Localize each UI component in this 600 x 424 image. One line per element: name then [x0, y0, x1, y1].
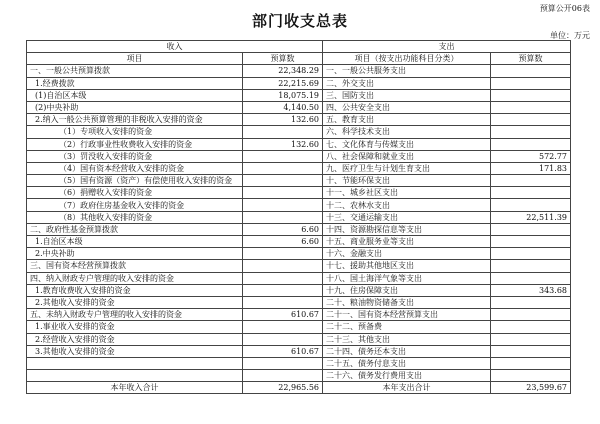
income-header: 收入	[27, 41, 323, 53]
expense-item-cell: 十七、援助其他地区支出	[323, 260, 491, 272]
income-value-cell	[243, 187, 323, 199]
table-row	[27, 199, 571, 211]
column-header-row	[27, 53, 571, 65]
section-header-row	[27, 41, 571, 53]
table-row	[27, 101, 571, 113]
income-value-cell: 132.60	[243, 138, 323, 150]
expense-item-cell: 一、一般公共服务支出	[323, 65, 491, 77]
expense-value-cell	[491, 370, 571, 382]
income-value-cell: 22,348.29	[243, 65, 323, 77]
income-value-cell	[243, 248, 323, 260]
income-value-cell	[243, 175, 323, 187]
expense-value-cell	[491, 126, 571, 138]
expense-value-cell	[491, 260, 571, 272]
income-item-cell: 1.经费拨款	[27, 77, 243, 89]
income-expense-table	[26, 40, 571, 394]
income-value-cell: 18,075.19	[243, 89, 323, 101]
table-row	[27, 236, 571, 248]
expense-item-cell: 二、外交支出	[323, 77, 491, 89]
income-value-cell	[243, 199, 323, 211]
expense-value-cell: 343.68	[491, 284, 571, 296]
expense-value-cell	[491, 101, 571, 113]
income-item-cell: 1.教育收费收入安排的资金	[27, 284, 243, 296]
income-item-cell: （8）其他收入安排的资金	[27, 211, 243, 223]
expense-item-cell: 二十六、债务发行费用支出	[323, 370, 491, 382]
expense-value-cell: 22,511.39	[491, 211, 571, 223]
income-value-cell: 6.60	[243, 223, 323, 235]
table-row	[27, 138, 571, 150]
income-value-cell	[243, 370, 323, 382]
expense-item-cell: 二十二、预备费	[323, 321, 491, 333]
expense-item-cell: 十一、城乡社区支出	[323, 187, 491, 199]
expense-value-cell	[491, 65, 571, 77]
income-item-cell: 3.其他收入安排的资金	[27, 345, 243, 357]
expense-item-cell: 三、国防支出	[323, 89, 491, 101]
form-number: 预算公开06表	[539, 4, 590, 13]
income-item-cell: 2.经营收入安排的资金	[27, 333, 243, 345]
table-row	[27, 114, 571, 126]
expense-value-cell	[491, 175, 571, 187]
income-value-cell	[243, 296, 323, 308]
income-item-cell: 三、国有资本经营预算拨款	[27, 260, 243, 272]
expense-item-cell: 十四、资源勘探信息等支出	[323, 223, 491, 235]
table-row	[27, 126, 571, 138]
expense-value-cell	[491, 187, 571, 199]
income-item-cell: （5）国有资源（资产）有偿使用收入安排的资金	[27, 175, 243, 187]
income-item-cell: 2.其他收入安排的资金	[27, 296, 243, 308]
expense-value-cell	[491, 321, 571, 333]
income-value-cell	[243, 272, 323, 284]
table-row	[27, 187, 571, 199]
income-value-cell	[243, 162, 323, 174]
income-value-cell	[243, 284, 323, 296]
income-item-cell: 五、未纳入财政专户管理的收入安排的资金	[27, 309, 243, 321]
income-value-cell: 610.67	[243, 309, 323, 321]
table-row	[27, 223, 571, 235]
table-row	[27, 65, 571, 77]
income-item-cell: 二、政府性基金预算拨款	[27, 223, 243, 235]
income-item-cell: 1.自治区本级	[27, 236, 243, 248]
table-row	[27, 77, 571, 89]
expense-budget-header: 预算数	[491, 53, 571, 65]
income-item-cell: （7）政府住房基金收入安排的资金	[27, 199, 243, 211]
income-item-cell	[27, 370, 243, 382]
expense-value-cell	[491, 248, 571, 260]
expense-item-cell: 十五、商业服务业等支出	[323, 236, 491, 248]
table-row	[27, 357, 571, 369]
expense-value-cell	[491, 89, 571, 101]
expense-value-cell	[491, 357, 571, 369]
income-value-cell: 4,140.50	[243, 101, 323, 113]
page-title: 部门收支总表	[251, 12, 348, 30]
totals-row	[27, 382, 571, 394]
expense-value-cell	[491, 333, 571, 345]
income-value-cell	[243, 126, 323, 138]
table-row	[27, 296, 571, 308]
expense-value-cell: 572.77	[491, 150, 571, 162]
table-row	[27, 272, 571, 284]
income-value-cell	[243, 333, 323, 345]
expense-item-cell: 五、教育支出	[323, 114, 491, 126]
expense-item-cell: 二十、粮油物资储备支出	[323, 296, 491, 308]
table-row	[27, 260, 571, 272]
expense-item-cell: 七、文化体育与传媒支出	[323, 138, 491, 150]
expense-value-cell	[491, 309, 571, 321]
expense-value-cell	[491, 138, 571, 150]
expense-item-cell: 八、社会保障和就业支出	[323, 150, 491, 162]
expense-item-cell: 十八、国土海洋气象等支出	[323, 272, 491, 284]
table-row	[27, 175, 571, 187]
expense-item-cell: 二十五、债务付息支出	[323, 357, 491, 369]
income-item-cell: （1）专项收入安排的资金	[27, 126, 243, 138]
expense-value-cell: 171.83	[491, 162, 571, 174]
income-item-cell: （6）捐赠收入安排的资金	[27, 187, 243, 199]
expense-total-label: 本年支出合计	[323, 382, 491, 394]
income-total-label: 本年收入合计	[27, 382, 243, 394]
income-item-cell: （4）国有资本经营收入安排的资金	[27, 162, 243, 174]
expense-item-cell: 十三、交通运输支出	[323, 211, 491, 223]
expense-item-cell: 十九、住房保障支出	[323, 284, 491, 296]
expense-value-cell	[491, 223, 571, 235]
expense-item-cell: 十六、金融支出	[323, 248, 491, 260]
table-row	[27, 284, 571, 296]
expense-item-cell: 二十一、国有资本经营预算支出	[323, 309, 491, 321]
income-value-cell	[243, 357, 323, 369]
expense-value-cell	[491, 345, 571, 357]
expense-value-cell	[491, 114, 571, 126]
expense-value-cell	[491, 77, 571, 89]
income-item-cell: (1)自治区本级	[27, 89, 243, 101]
income-total-value: 22,965.56	[243, 382, 323, 394]
income-value-cell	[243, 150, 323, 162]
income-value-cell: 610.67	[243, 345, 323, 357]
income-item-cell	[27, 357, 243, 369]
expense-item-cell: 二十三、其他支出	[323, 333, 491, 345]
income-item-cell: (2)中央补助	[27, 101, 243, 113]
income-item-header: 项目	[27, 53, 243, 65]
table-row	[27, 309, 571, 321]
table-row	[27, 248, 571, 260]
unit-label: 单位：万元	[550, 31, 590, 40]
income-budget-header: 预算数	[243, 53, 323, 65]
income-item-cell: 2.纳入一般公共预算管理的非税收入安排的资金	[27, 114, 243, 126]
income-value-cell: 132.60	[243, 114, 323, 126]
table-row	[27, 370, 571, 382]
expense-item-header: 项目（按支出功能科目分类）	[323, 53, 491, 65]
income-value-cell	[243, 321, 323, 333]
income-item-cell: （2）行政事业性收费收入安排的资金	[27, 138, 243, 150]
income-item-cell: （3）罚没收入安排的资金	[27, 150, 243, 162]
table-row	[27, 321, 571, 333]
income-value-cell	[243, 260, 323, 272]
expense-item-cell: 九、医疗卫生与计划生育支出	[323, 162, 491, 174]
expense-item-cell: 四、公共安全支出	[323, 101, 491, 113]
expense-value-cell	[491, 272, 571, 284]
income-value-cell	[243, 211, 323, 223]
expense-item-cell: 十二、农林水支出	[323, 199, 491, 211]
expense-total-value: 23,599.67	[491, 382, 571, 394]
income-item-cell: 四、纳入财政专户管理的收入安排的资金	[27, 272, 243, 284]
table-row	[27, 89, 571, 101]
table-row	[27, 211, 571, 223]
income-value-cell: 6.60	[243, 236, 323, 248]
expense-item-cell: 十、节能环保支出	[323, 175, 491, 187]
expense-item-cell: 六、科学技术支出	[323, 126, 491, 138]
income-item-cell: 一、一般公共预算拨款	[27, 65, 243, 77]
expense-value-cell	[491, 236, 571, 248]
income-item-cell: 2.中央补助	[27, 248, 243, 260]
table-row	[27, 345, 571, 357]
income-value-cell: 22,215.69	[243, 77, 323, 89]
table-row	[27, 162, 571, 174]
expense-item-cell: 二十四、债务还本支出	[323, 345, 491, 357]
expense-value-cell	[491, 199, 571, 211]
expense-value-cell	[491, 296, 571, 308]
table-row	[27, 333, 571, 345]
expense-header: 支出	[323, 41, 571, 53]
table-row	[27, 150, 571, 162]
income-item-cell: 1.事业收入安排的资金	[27, 321, 243, 333]
